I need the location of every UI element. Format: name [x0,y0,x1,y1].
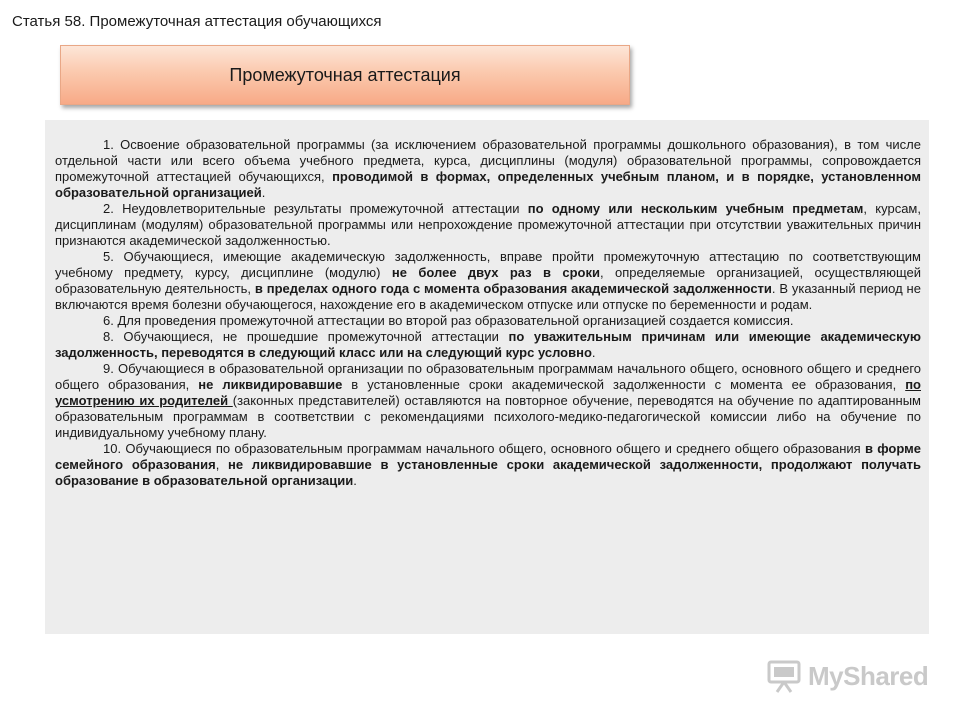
article-paragraph [55,329,921,361]
slide-title: Статья 58. Промежуточная аттестация обучающихся [12,13,382,30]
article-paragraph [55,201,921,249]
article-text-box [45,120,929,634]
bold-text-run: по одному или нескольким учебным предметам [527,201,864,216]
text-run: в установленные сроки академической задолженности с момента ее образования, [342,377,906,392]
bold-text-run: не ликвидировавшие [198,377,343,392]
text-run: 2. Неудовлетворительные результаты промежуточной аттестации [103,201,528,216]
text-run: , курсам, дисциплинам (модулям) образовательной программы или непрохождение промежуточной аттестации при отсутствии уважительных причин признаются академической задолженностью. [55,201,921,248]
bold-text-run: по усмотрению их родителей [55,377,921,408]
text-run: , [215,457,229,472]
myshared-logo [766,656,936,696]
logo-text: MyShared [808,660,929,691]
presentation-icon [766,658,802,694]
bold-text-run: по уважительным причинам или имеющие академическую задолженность, переводятся в следующий класс или на следующий курс условно [55,329,922,360]
article-paragraph [55,249,921,313]
section-banner [60,45,630,105]
text-run: 1. Освоение образовательной программы (за исключением образовательной программы дошкольного образования), в том числе отдельной части или всего объема учебного предмета, курса, дисциплины (модуля) образовательной программы, сопровождается промежуточной аттестацией обучающихся, [55,137,921,184]
text-run: . [261,185,266,200]
article-paragraph [55,441,921,489]
text-run: 8. Обучающиеся, не прошедшие промежуточной аттестации [103,329,509,344]
banner-title: Промежуточная аттестация [229,64,461,85]
bold-text-run: в форме семейного образования [55,441,921,472]
article-paragraph [55,137,921,201]
bold-text-run: в пределах одного года с момента образования академической задолженности [254,281,772,296]
text-run: . [591,345,596,360]
text-run: . В указанный период не включаются время болезни обучающегося, нахождение его в академическом отпуске или отпуске по беременности и родам. [55,281,921,312]
bold-text-run: не более двух раз в сроки [391,265,600,280]
text-run: . [353,473,357,488]
text-run: 5. Обучающиеся, имеющие академическую задолженность, вправе пройти промежуточную аттестацию по соответствующим учебному предмету, курсу, дисциплине (модулю) [55,249,921,280]
bold-text-run: проводимой в формах, определенных учебным планом, и в порядке, установленном образовательной организацией [55,169,921,200]
text-run: 10. Обучающиеся по образовательным программам начального общего, основного общего и среднего общего образования [103,441,865,456]
article-paragraph [55,361,921,441]
article-paragraph [55,313,921,329]
text-run: 6. Для проведения промежуточной аттестации во второй раз образовательной организацией создается комиссия. [103,313,794,328]
bold-text-run: не ликвидировавшие в установленные сроки академической задолженности, продолжают получать образование в образовательной организации [55,457,921,488]
text-run: (законных представителей) оставляются на повторное обучение, переводятся на обучение по адаптированным образовательным программам в соответствии с рекомендациями психолого-медико-педагогической комиссии либо на обучение по индивидуальному учебному плану. [55,393,921,440]
text-run: 9. Обучающиеся в образовательной организации по образовательным программам начального общего, основного общего и среднего общего образования, [55,361,921,392]
text-run: , определяемые организацией, осуществляющей образовательную деятельность, [55,265,921,296]
